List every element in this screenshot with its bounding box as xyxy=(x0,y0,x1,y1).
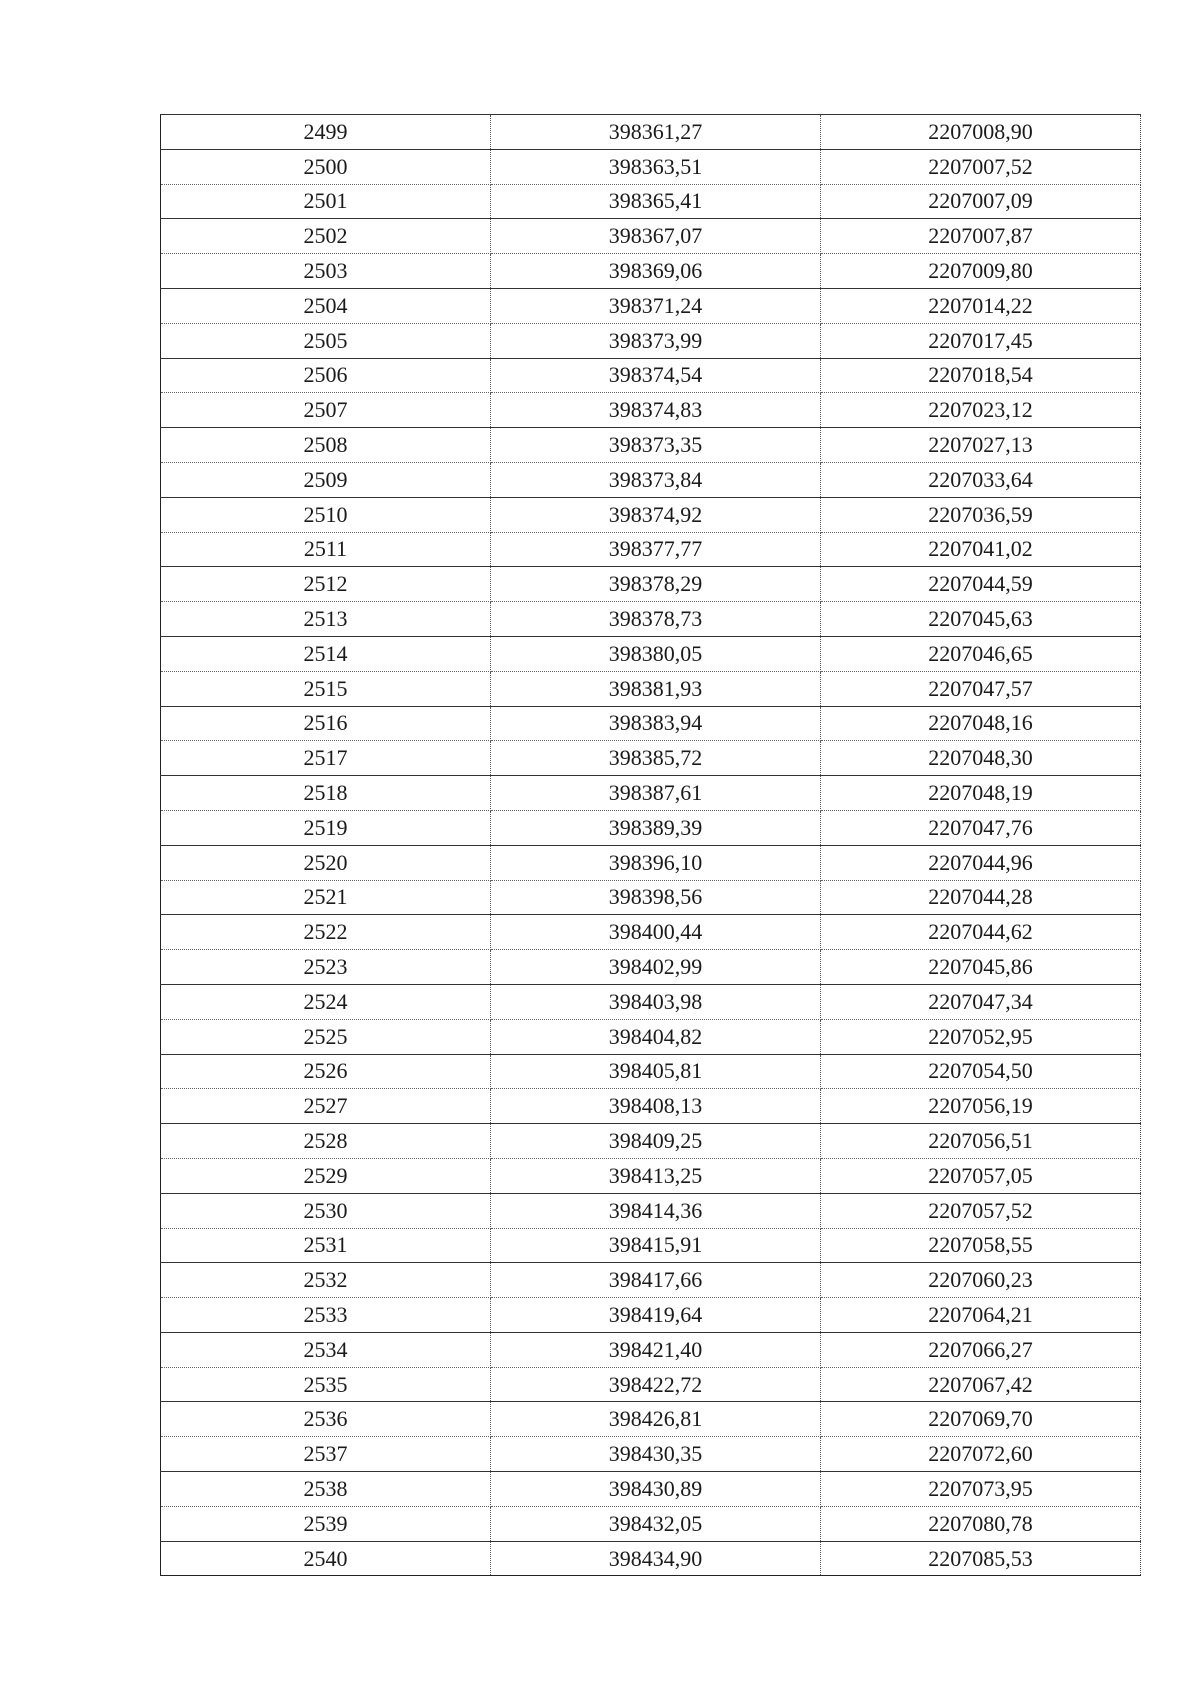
x-coordinate-cell: 398383,94 xyxy=(491,706,821,741)
y-coordinate-cell: 2207014,22 xyxy=(821,288,1141,323)
y-coordinate-cell: 2207027,13 xyxy=(821,428,1141,463)
point-number-cell: 2508 xyxy=(161,428,491,463)
y-coordinate-cell: 2207052,95 xyxy=(821,1019,1141,1054)
point-number-cell: 2501 xyxy=(161,184,491,219)
y-coordinate-cell: 2207007,09 xyxy=(821,184,1141,219)
table-row xyxy=(161,950,1141,985)
table-row xyxy=(161,288,1141,323)
table-row xyxy=(161,358,1141,393)
point-number-cell: 2535 xyxy=(161,1367,491,1402)
table-row xyxy=(161,1437,1141,1472)
table-row xyxy=(161,497,1141,532)
point-number-cell: 2504 xyxy=(161,288,491,323)
x-coordinate-cell: 398389,39 xyxy=(491,810,821,845)
y-coordinate-cell: 2207036,59 xyxy=(821,497,1141,532)
point-number-cell: 2509 xyxy=(161,462,491,497)
y-coordinate-cell: 2207066,27 xyxy=(821,1332,1141,1367)
point-number-cell: 2503 xyxy=(161,254,491,289)
x-coordinate-cell: 398365,41 xyxy=(491,184,821,219)
table-row xyxy=(161,219,1141,254)
coordinates-table-body xyxy=(161,115,1141,1576)
table-row xyxy=(161,428,1141,463)
y-coordinate-cell: 2207018,54 xyxy=(821,358,1141,393)
table-row xyxy=(161,1263,1141,1298)
point-number-cell: 2520 xyxy=(161,845,491,880)
table-row xyxy=(161,1089,1141,1124)
x-coordinate-cell: 398385,72 xyxy=(491,741,821,776)
x-coordinate-cell: 398378,29 xyxy=(491,567,821,602)
y-coordinate-cell: 2207058,55 xyxy=(821,1228,1141,1263)
coordinates-table xyxy=(160,114,1141,1576)
point-number-cell: 2528 xyxy=(161,1124,491,1159)
y-coordinate-cell: 2207054,50 xyxy=(821,1054,1141,1089)
x-coordinate-cell: 398415,91 xyxy=(491,1228,821,1263)
y-coordinate-cell: 2207047,57 xyxy=(821,671,1141,706)
x-coordinate-cell: 398369,06 xyxy=(491,254,821,289)
table-row xyxy=(161,149,1141,184)
point-number-cell: 2527 xyxy=(161,1089,491,1124)
x-coordinate-cell: 398430,89 xyxy=(491,1472,821,1507)
table-row xyxy=(161,776,1141,811)
table-row xyxy=(161,1158,1141,1193)
point-number-cell: 2537 xyxy=(161,1437,491,1472)
table-row xyxy=(161,671,1141,706)
y-coordinate-cell: 2207069,70 xyxy=(821,1402,1141,1437)
x-coordinate-cell: 398426,81 xyxy=(491,1402,821,1437)
x-coordinate-cell: 398413,25 xyxy=(491,1158,821,1193)
y-coordinate-cell: 2207048,19 xyxy=(821,776,1141,811)
point-number-cell: 2505 xyxy=(161,323,491,358)
x-coordinate-cell: 398408,13 xyxy=(491,1089,821,1124)
table-row xyxy=(161,1541,1141,1576)
x-coordinate-cell: 398378,73 xyxy=(491,602,821,637)
y-coordinate-cell: 2207044,96 xyxy=(821,845,1141,880)
x-coordinate-cell: 398361,27 xyxy=(491,115,821,150)
point-number-cell: 2536 xyxy=(161,1402,491,1437)
table-row xyxy=(161,845,1141,880)
y-coordinate-cell: 2207073,95 xyxy=(821,1472,1141,1507)
point-number-cell: 2499 xyxy=(161,115,491,150)
y-coordinate-cell: 2207046,65 xyxy=(821,636,1141,671)
table-row xyxy=(161,636,1141,671)
table-row xyxy=(161,1472,1141,1507)
x-coordinate-cell: 398381,93 xyxy=(491,671,821,706)
point-number-cell: 2530 xyxy=(161,1193,491,1228)
y-coordinate-cell: 2207067,42 xyxy=(821,1367,1141,1402)
point-number-cell: 2521 xyxy=(161,880,491,915)
point-number-cell: 2511 xyxy=(161,532,491,567)
x-coordinate-cell: 398396,10 xyxy=(491,845,821,880)
x-coordinate-cell: 398402,99 xyxy=(491,950,821,985)
x-coordinate-cell: 398405,81 xyxy=(491,1054,821,1089)
y-coordinate-cell: 2207009,80 xyxy=(821,254,1141,289)
x-coordinate-cell: 398374,54 xyxy=(491,358,821,393)
x-coordinate-cell: 398430,35 xyxy=(491,1437,821,1472)
y-coordinate-cell: 2207044,59 xyxy=(821,567,1141,602)
y-coordinate-cell: 2207033,64 xyxy=(821,462,1141,497)
x-coordinate-cell: 398434,90 xyxy=(491,1541,821,1576)
table-row xyxy=(161,1402,1141,1437)
y-coordinate-cell: 2207045,63 xyxy=(821,602,1141,637)
y-coordinate-cell: 2207064,21 xyxy=(821,1298,1141,1333)
table-row xyxy=(161,706,1141,741)
point-number-cell: 2502 xyxy=(161,219,491,254)
y-coordinate-cell: 2207023,12 xyxy=(821,393,1141,428)
x-coordinate-cell: 398398,56 xyxy=(491,880,821,915)
table-row xyxy=(161,393,1141,428)
point-number-cell: 2523 xyxy=(161,950,491,985)
point-number-cell: 2522 xyxy=(161,915,491,950)
y-coordinate-cell: 2207047,76 xyxy=(821,810,1141,845)
point-number-cell: 2540 xyxy=(161,1541,491,1576)
table-row xyxy=(161,1332,1141,1367)
x-coordinate-cell: 398403,98 xyxy=(491,984,821,1019)
point-number-cell: 2526 xyxy=(161,1054,491,1089)
x-coordinate-cell: 398373,99 xyxy=(491,323,821,358)
point-number-cell: 2533 xyxy=(161,1298,491,1333)
y-coordinate-cell: 2207008,90 xyxy=(821,115,1141,150)
table-row xyxy=(161,254,1141,289)
table-row xyxy=(161,462,1141,497)
point-number-cell: 2507 xyxy=(161,393,491,428)
table-row xyxy=(161,567,1141,602)
y-coordinate-cell: 2207045,86 xyxy=(821,950,1141,985)
y-coordinate-cell: 2207048,16 xyxy=(821,706,1141,741)
y-coordinate-cell: 2207007,52 xyxy=(821,149,1141,184)
y-coordinate-cell: 2207041,02 xyxy=(821,532,1141,567)
point-number-cell: 2513 xyxy=(161,602,491,637)
table-row xyxy=(161,1019,1141,1054)
y-coordinate-cell: 2207044,62 xyxy=(821,915,1141,950)
x-coordinate-cell: 398367,07 xyxy=(491,219,821,254)
y-coordinate-cell: 2207056,19 xyxy=(821,1089,1141,1124)
table-row xyxy=(161,602,1141,637)
y-coordinate-cell: 2207017,45 xyxy=(821,323,1141,358)
x-coordinate-cell: 398419,64 xyxy=(491,1298,821,1333)
point-number-cell: 2531 xyxy=(161,1228,491,1263)
table-row xyxy=(161,810,1141,845)
point-number-cell: 2532 xyxy=(161,1263,491,1298)
table-row xyxy=(161,1298,1141,1333)
point-number-cell: 2525 xyxy=(161,1019,491,1054)
point-number-cell: 2529 xyxy=(161,1158,491,1193)
y-coordinate-cell: 2207060,23 xyxy=(821,1263,1141,1298)
point-number-cell: 2519 xyxy=(161,810,491,845)
point-number-cell: 2500 xyxy=(161,149,491,184)
table-row xyxy=(161,984,1141,1019)
point-number-cell: 2517 xyxy=(161,741,491,776)
x-coordinate-cell: 398373,84 xyxy=(491,462,821,497)
y-coordinate-cell: 2207072,60 xyxy=(821,1437,1141,1472)
x-coordinate-cell: 398414,36 xyxy=(491,1193,821,1228)
y-coordinate-cell: 2207057,05 xyxy=(821,1158,1141,1193)
x-coordinate-cell: 398374,92 xyxy=(491,497,821,532)
table-row xyxy=(161,1193,1141,1228)
x-coordinate-cell: 398387,61 xyxy=(491,776,821,811)
point-number-cell: 2524 xyxy=(161,984,491,1019)
x-coordinate-cell: 398421,40 xyxy=(491,1332,821,1367)
point-number-cell: 2506 xyxy=(161,358,491,393)
point-number-cell: 2534 xyxy=(161,1332,491,1367)
table-row xyxy=(161,1124,1141,1159)
x-coordinate-cell: 398380,05 xyxy=(491,636,821,671)
point-number-cell: 2514 xyxy=(161,636,491,671)
x-coordinate-cell: 398422,72 xyxy=(491,1367,821,1402)
y-coordinate-cell: 2207007,87 xyxy=(821,219,1141,254)
point-number-cell: 2538 xyxy=(161,1472,491,1507)
table-row xyxy=(161,115,1141,150)
x-coordinate-cell: 398409,25 xyxy=(491,1124,821,1159)
x-coordinate-cell: 398432,05 xyxy=(491,1506,821,1541)
point-number-cell: 2510 xyxy=(161,497,491,532)
x-coordinate-cell: 398400,44 xyxy=(491,915,821,950)
y-coordinate-cell: 2207080,78 xyxy=(821,1506,1141,1541)
table-row xyxy=(161,880,1141,915)
table-row xyxy=(161,741,1141,776)
point-number-cell: 2518 xyxy=(161,776,491,811)
x-coordinate-cell: 398373,35 xyxy=(491,428,821,463)
y-coordinate-cell: 2207057,52 xyxy=(821,1193,1141,1228)
table-row xyxy=(161,915,1141,950)
table-row xyxy=(161,1054,1141,1089)
x-coordinate-cell: 398404,82 xyxy=(491,1019,821,1054)
point-number-cell: 2512 xyxy=(161,567,491,602)
table-row xyxy=(161,1506,1141,1541)
y-coordinate-cell: 2207085,53 xyxy=(821,1541,1141,1576)
y-coordinate-cell: 2207047,34 xyxy=(821,984,1141,1019)
x-coordinate-cell: 398377,77 xyxy=(491,532,821,567)
table-row xyxy=(161,1228,1141,1263)
table-row xyxy=(161,323,1141,358)
y-coordinate-cell: 2207056,51 xyxy=(821,1124,1141,1159)
y-coordinate-cell: 2207044,28 xyxy=(821,880,1141,915)
point-number-cell: 2539 xyxy=(161,1506,491,1541)
x-coordinate-cell: 398371,24 xyxy=(491,288,821,323)
table-row xyxy=(161,532,1141,567)
table-row xyxy=(161,184,1141,219)
x-coordinate-cell: 398417,66 xyxy=(491,1263,821,1298)
table-row xyxy=(161,1367,1141,1402)
point-number-cell: 2516 xyxy=(161,706,491,741)
x-coordinate-cell: 398374,83 xyxy=(491,393,821,428)
point-number-cell: 2515 xyxy=(161,671,491,706)
x-coordinate-cell: 398363,51 xyxy=(491,149,821,184)
y-coordinate-cell: 2207048,30 xyxy=(821,741,1141,776)
